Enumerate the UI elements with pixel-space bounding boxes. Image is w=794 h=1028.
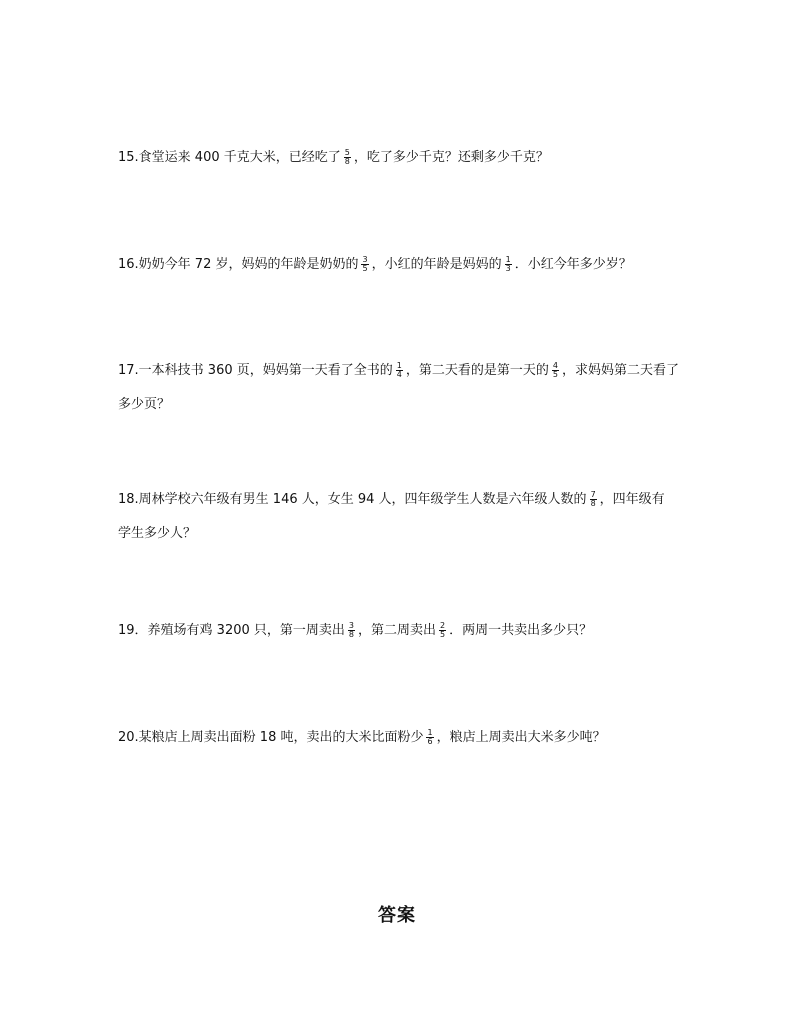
question-18-continuation xyxy=(118,525,196,543)
fraction-denominator: 4 xyxy=(396,369,402,379)
fraction-denominator: 5 xyxy=(552,369,558,379)
fraction-numerator: 1 xyxy=(396,360,402,370)
question-16-text-b: ，小红的年龄是妈妈的 xyxy=(371,257,502,272)
fraction xyxy=(505,256,512,273)
fraction-numerator: 1 xyxy=(505,254,511,264)
fraction-denominator: 8 xyxy=(344,156,350,166)
fraction-numerator: 1 xyxy=(427,727,433,737)
question-15-text-a: 15.食堂运来 400 千克大米，已经吃了 xyxy=(118,150,341,165)
fraction-numerator: 3 xyxy=(362,254,368,264)
fraction-denominator: 5 xyxy=(362,263,368,273)
fraction xyxy=(396,362,403,379)
question-19-text-b: ，第二周卖出 xyxy=(358,623,437,638)
fraction-numerator: 4 xyxy=(552,360,558,370)
fraction xyxy=(348,622,355,639)
question-20 xyxy=(118,729,606,747)
fraction-numerator: 5 xyxy=(344,147,350,157)
question-19-text-a: 19．养殖场有鸡 3200 只，第一周卖出 xyxy=(118,623,345,638)
question-15 xyxy=(118,149,549,167)
fraction-numerator: 2 xyxy=(440,620,446,630)
question-17-text-d: 多少页？ xyxy=(118,397,171,412)
fraction xyxy=(426,729,433,746)
fraction-denominator: 8 xyxy=(590,498,596,508)
question-16-text-a: 16.奶奶今年 72 岁，妈妈的年龄是奶奶的 xyxy=(118,257,359,272)
fraction-denominator: 8 xyxy=(348,629,354,639)
question-20-text-b: ，粮店上周卖出大米多少吨？ xyxy=(436,730,606,745)
question-17 xyxy=(118,362,679,380)
question-16-text-c: ．小红今年多少岁？ xyxy=(514,257,632,272)
question-19-text-c: ．两周一共卖出多少只？ xyxy=(449,623,593,638)
question-20-text-a: 20.某粮店上周卖出面粉 18 吨，卖出的大米比面粉少 xyxy=(118,730,424,745)
question-19 xyxy=(118,622,592,640)
fraction-denominator: 3 xyxy=(505,263,511,273)
fraction xyxy=(439,622,446,639)
question-17-text-c: ，求妈妈第二天看了 xyxy=(561,363,679,378)
fraction xyxy=(344,149,351,166)
question-17-text-a: 17.一本科技书 360 页，妈妈第一天看了全书的 xyxy=(118,363,393,378)
question-18 xyxy=(118,491,665,509)
fraction xyxy=(590,491,597,508)
fraction-denominator: 5 xyxy=(440,629,446,639)
question-18-text-b: ，四年级有 xyxy=(599,492,665,507)
fraction-numerator: 3 xyxy=(348,620,354,630)
question-17-text-b: ，第二天看的是第一天的 xyxy=(405,363,549,378)
question-15-text-b: ，吃了多少千克？还剩多少千克？ xyxy=(353,150,549,165)
fraction-numerator: 7 xyxy=(590,489,596,499)
question-16 xyxy=(118,256,632,274)
question-18-text-c: 学生多少人？ xyxy=(118,526,197,541)
answer-heading: 答案 xyxy=(378,905,416,926)
fraction-denominator: 6 xyxy=(427,736,433,746)
question-18-text-a: 18.周林学校六年级有男生 146 人，女生 94 人，四年级学生人数是六年级人数的 xyxy=(118,492,587,507)
question-17-continuation xyxy=(118,396,170,414)
fraction xyxy=(552,362,559,379)
fraction xyxy=(361,256,368,273)
